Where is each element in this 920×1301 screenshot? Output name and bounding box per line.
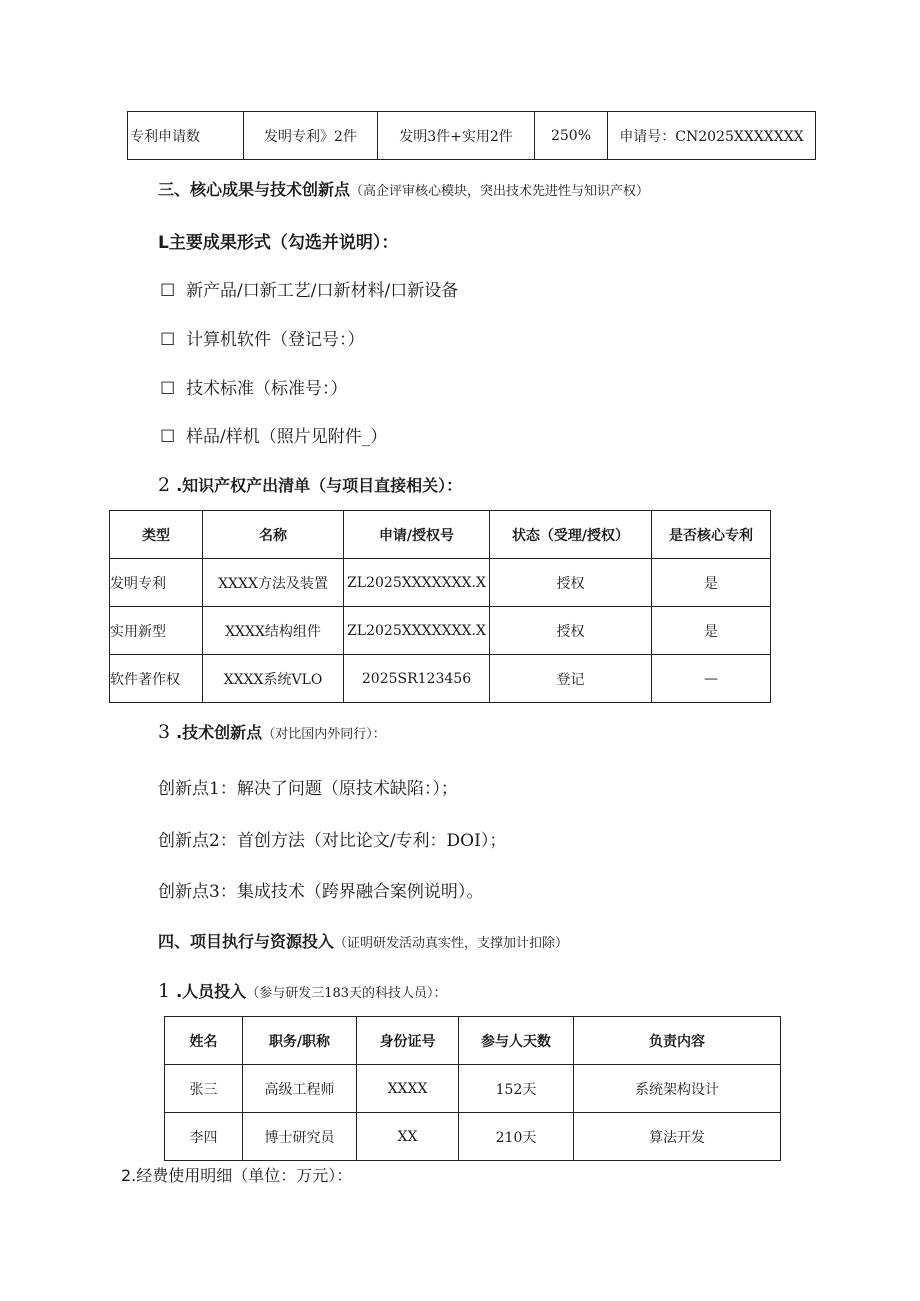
column-header: 姓名 [165,1017,243,1065]
ip-list-heading [158,473,462,496]
table-cell: 登记 [490,655,652,703]
table-cell: 软件著作权 [110,655,203,703]
table-row [110,607,771,655]
option-label: 技术标准（标准号：） [186,379,348,399]
column-header: 负责内容 [574,1017,781,1065]
option-label: 计算机软件（登记号：） [186,330,365,350]
table-cell: 发明3件+实用2件 [378,112,535,160]
section-3-note: （高企评审核心模块，突出技术先进性与知识产权） [350,184,650,199]
personnel-number: 1 [158,980,171,1002]
table-cell: XXXX方法及装置 [203,559,344,607]
column-header: 类型 [110,511,203,559]
table-cell: 210天 [459,1113,574,1161]
table-cell: 算法开发 [574,1113,781,1161]
column-header: 是否核心专利 [652,511,771,559]
results-option-1[interactable] [160,276,458,301]
table-cell: — [652,655,771,703]
option-label: 新产品/口新工艺/口新材料/口新设备 [186,281,459,301]
table-cell: 2025SR123456 [344,655,490,703]
table-cell: 李四 [165,1113,243,1161]
section-3-heading [158,177,649,200]
table-cell: 张三 [165,1065,243,1113]
table-row [165,1113,781,1161]
personnel-note: （参与研发三183天的科技人员）： [246,986,447,1001]
innovation-heading [158,720,386,743]
table-cell: XXXX结构组件 [203,607,344,655]
table-cell: 152天 [459,1065,574,1113]
section-3-title: 三、核心成果与技术创新点 [158,180,351,199]
results-option-4[interactable] [160,422,387,447]
personnel-table [164,1016,781,1161]
section-4-note: （证明研发活动真实性，支撑加计扣除） [334,936,569,951]
table-cell: 是 [652,559,771,607]
table-cell: ZL2025XXXXXXX.X [344,559,490,607]
innovation-number: 3 [158,721,171,743]
checkbox-icon[interactable]: ☐ [160,281,176,301]
table-row [110,559,771,607]
table-cell: 是 [652,607,771,655]
table-cell: XXXX [357,1065,459,1113]
innovation-point-1: 创新点1：解决了问题（原技术缺陷：）； [158,779,458,799]
table-row [165,1065,781,1113]
innovation-point-3: 创新点3：集成技术（跨界融合案例说明）。 [158,882,484,902]
results-form-title: L主要成果形式（勾选并说明）： [158,233,399,253]
column-header: 状态（受理/授权） [490,511,652,559]
table-cell: XXXX系统VLO [203,655,344,703]
patent-summary-table [127,111,816,160]
table-cell: 高级工程师 [243,1065,357,1113]
innovation-point-2: 创新点2：首创方法（对比论文/专利：DOI）； [158,831,507,851]
table-cell: 授权 [490,607,652,655]
table-cell: 250% [535,112,608,160]
personnel-title: .人员投入 [176,982,247,1001]
table-cell: 实用新型 [110,607,203,655]
section-4-title: 四、项目执行与资源投入 [158,932,335,951]
innovation-title: .技术创新点 [176,723,263,742]
table-header-row [110,511,771,559]
ip-list-title: .知识产权产出清单（与项目直接相关）： [176,476,463,495]
table-cell: 发明专利》2件 [244,112,378,160]
column-header: 参与人天数 [459,1017,574,1065]
table-cell: 系统架构设计 [574,1065,781,1113]
innovation-note: （对比国内外同行）： [262,727,386,742]
column-header: 身份证号 [357,1017,459,1065]
option-label: 样品/样机（照片见附件_） [186,427,388,447]
column-header: 申请/授权号 [344,511,490,559]
table-header-row [165,1017,781,1065]
results-option-2[interactable] [160,325,365,350]
table-row [128,112,816,160]
section-4-heading [158,929,568,952]
table-cell: 申请号：CN2025XXXXXXX [608,112,816,160]
table-cell: ZL2025XXXXXXX.X [344,607,490,655]
funding-heading: 2.经费使用明细（单位：万元）： [121,1166,353,1185]
ip-list-number: 2 [158,474,171,496]
table-cell: 专利申请数 [128,112,244,160]
results-option-3[interactable] [160,374,348,399]
table-cell: 授权 [490,559,652,607]
checkbox-icon[interactable]: ☐ [160,427,176,447]
column-header: 职务/职称 [243,1017,357,1065]
checkbox-icon[interactable]: ☐ [160,330,176,350]
table-cell: XX [357,1113,459,1161]
table-row [110,655,771,703]
table-cell: 发明专利 [110,559,203,607]
checkbox-icon[interactable]: ☐ [160,379,176,399]
personnel-heading [158,979,447,1002]
table-cell: 博士研究员 [243,1113,357,1161]
column-header: 名称 [203,511,344,559]
ip-table [109,510,771,703]
